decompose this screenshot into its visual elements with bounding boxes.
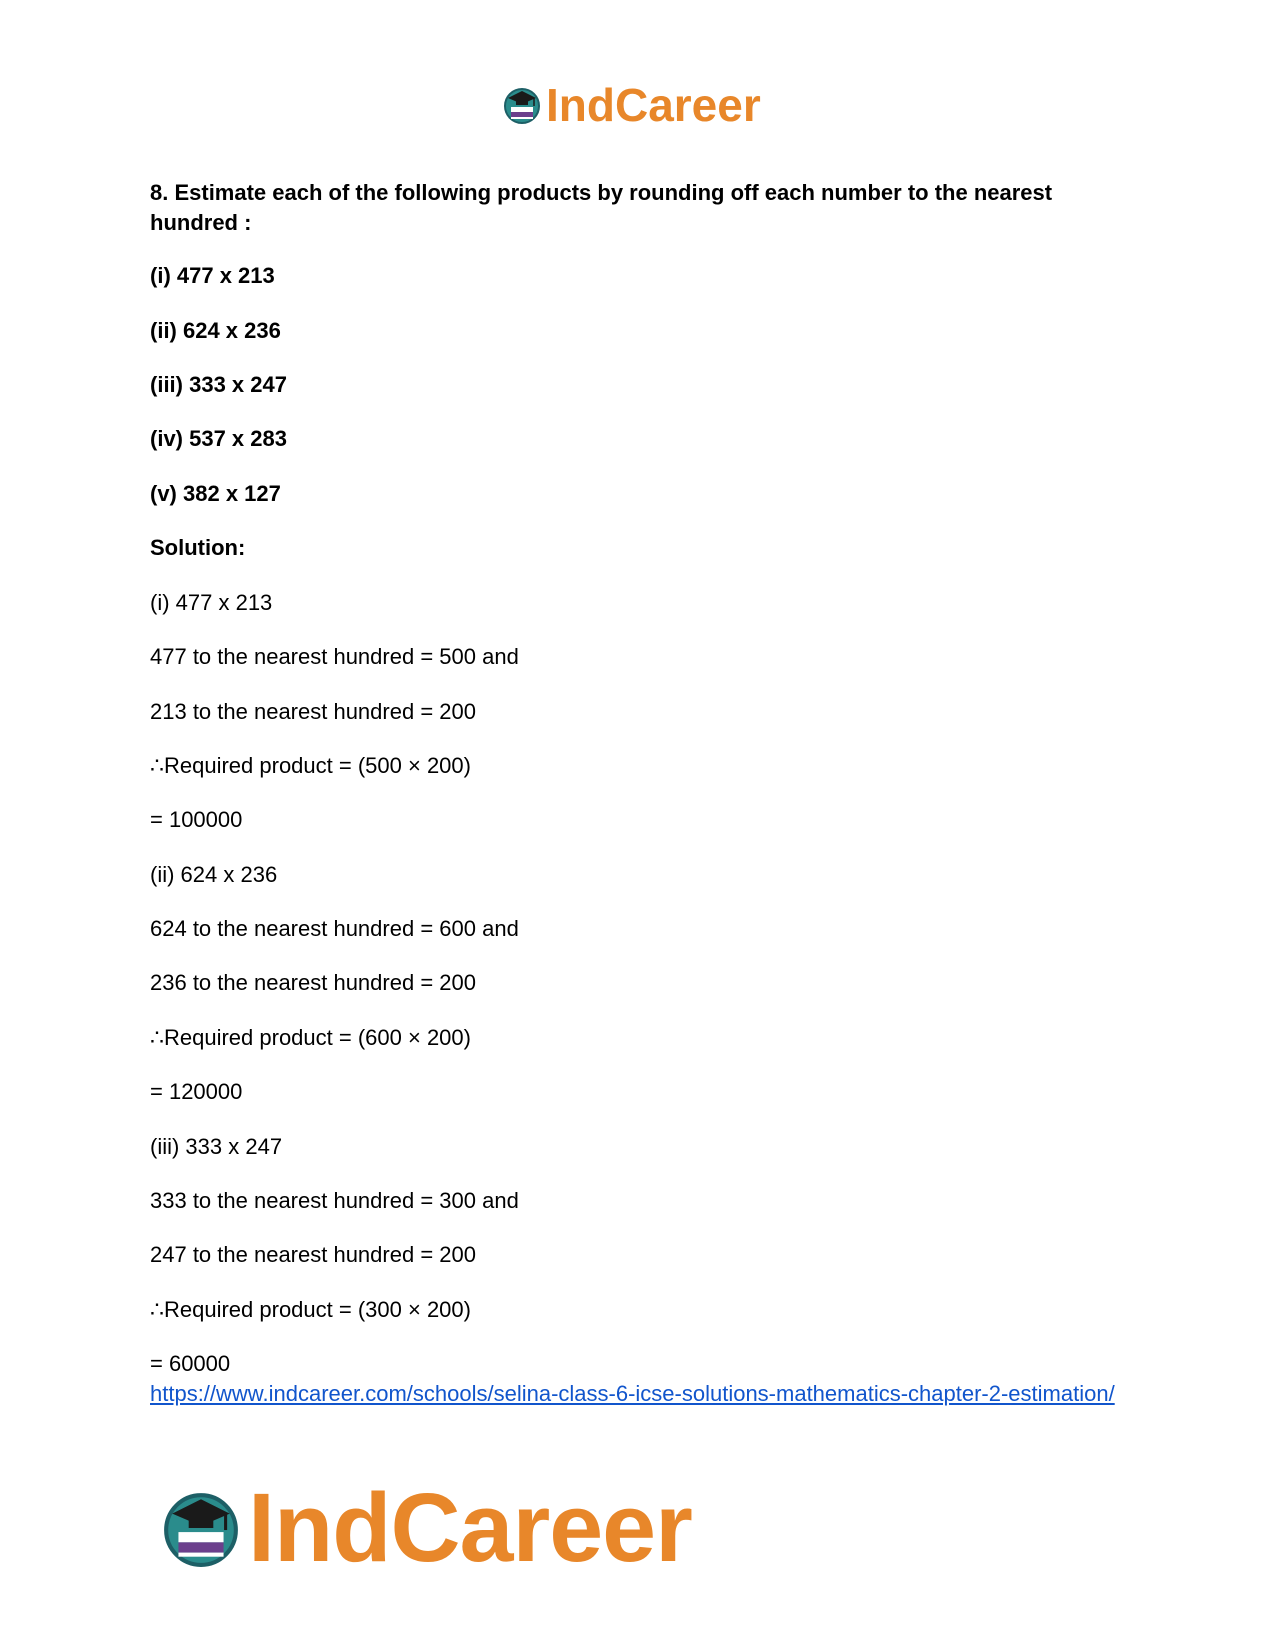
graduation-cap-book-icon xyxy=(160,1487,242,1569)
question-part: (iii) 333 x 247 xyxy=(150,372,287,397)
question-block xyxy=(150,178,1140,238)
solution-line: ∴Required product = (300 × 200) xyxy=(150,1297,471,1322)
question-part: (v) 382 x 127 xyxy=(150,481,281,506)
solution-line: 247 to the nearest hundred = 200 xyxy=(150,1242,476,1267)
solution-line: 213 to the nearest hundred = 200 xyxy=(150,699,476,724)
solution-line: 477 to the nearest hundred = 500 and xyxy=(150,644,519,669)
question-part: (i) 477 x 213 xyxy=(150,263,275,288)
solution-line: = 60000 xyxy=(150,1351,231,1376)
solution-line: ∴Required product = (500 × 200) xyxy=(150,753,471,778)
question-part: (iv) 537 x 283 xyxy=(150,426,287,451)
solution-line: (i) 477 x 213 xyxy=(150,590,273,615)
source-link[interactable]: https://www.indcareer.com/schools/selina-class-6-icse-solutions-mathematics-chapter-2-estimation/ xyxy=(150,1381,1115,1406)
graduation-cap-book-icon xyxy=(502,85,542,125)
solution-heading: Solution: xyxy=(150,535,246,560)
solution-line: = 100000 xyxy=(150,807,243,832)
solution-line: = 120000 xyxy=(150,1079,243,1104)
solution-line: (ii) 624 x 236 xyxy=(150,862,278,887)
question-part: (ii) 624 x 236 xyxy=(150,318,281,343)
solution-line: 333 to the nearest hundred = 300 and xyxy=(150,1188,519,1213)
solution-line: 236 to the nearest hundred = 200 xyxy=(150,970,476,995)
solution-line: ∴Required product = (600 × 200) xyxy=(150,1025,471,1050)
question-title: 8. Estimate each of the following products by rounding off each number to the nearest hundred : xyxy=(150,180,1053,235)
footer-logo xyxy=(160,1472,692,1584)
footer-logo-text: IndCareer xyxy=(248,1473,692,1582)
header-logo-text: IndCareer xyxy=(546,79,761,131)
header-logo xyxy=(502,78,761,132)
solution-line: 624 to the nearest hundred = 600 and xyxy=(150,916,519,941)
solution-line: (iii) 333 x 247 xyxy=(150,1134,283,1159)
